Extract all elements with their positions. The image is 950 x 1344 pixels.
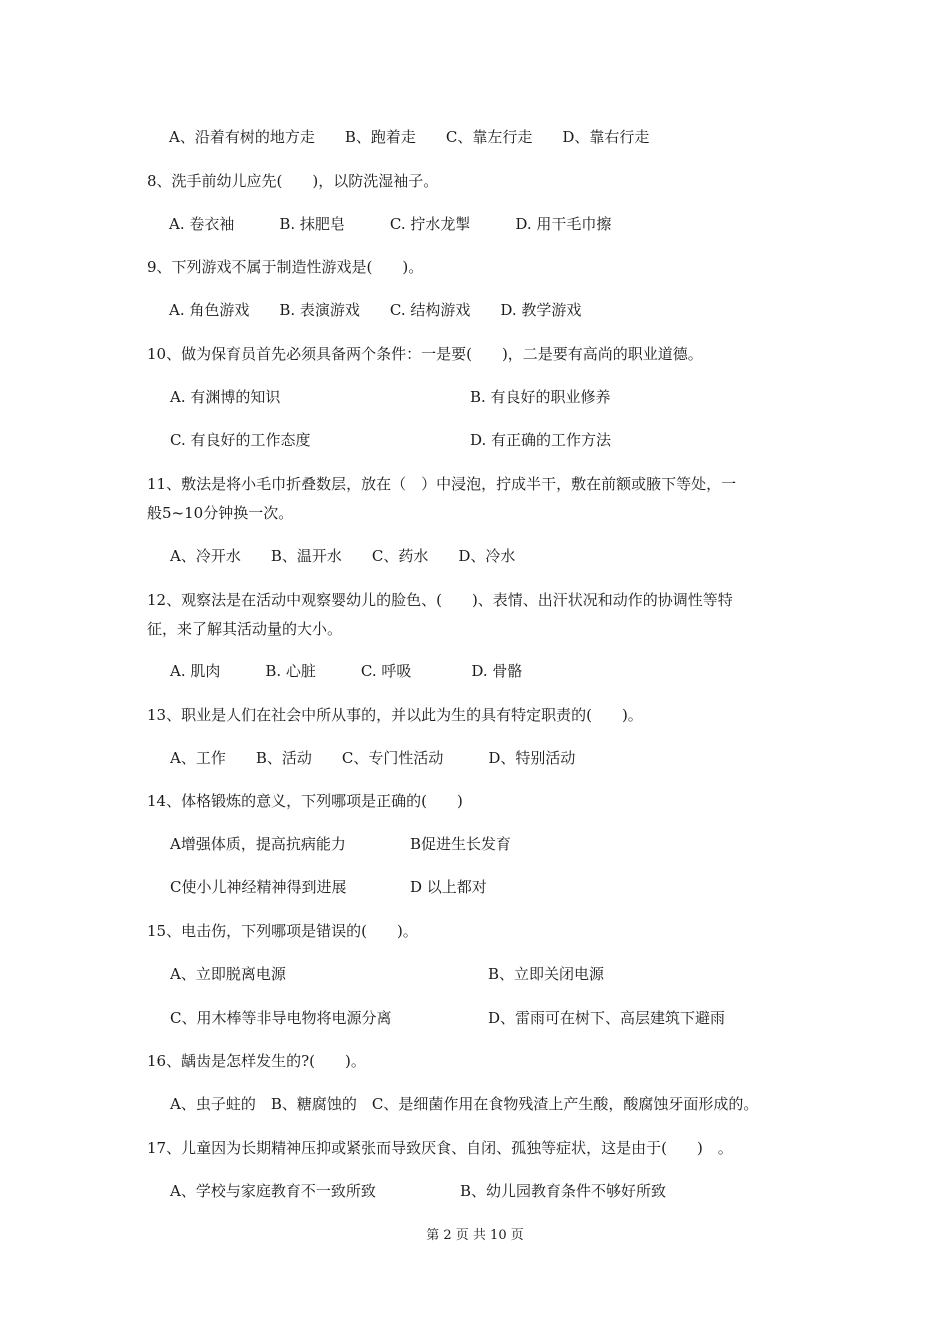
q17-question: 17、儿童因为长期精神压抑或紧张而导致厌食、自闭、孤独等症状，这是由于( ) 。 — [147, 1139, 733, 1157]
q15-option-d: D、雷雨可在树下、高层建筑下避雨 — [488, 1009, 726, 1027]
q8-question: 8、洗手前幼儿应先( )，以防洗湿袖子。 — [147, 172, 439, 190]
q13-question: 13、职业是人们在社会中所从事的，并以此为生的具有特定职责的( )。 — [147, 706, 643, 724]
q11-options: A、冷开水 B、温开水 C、药水 D、冷水 — [170, 547, 516, 565]
q12-question-line2: 征，来了解其活动量的大小。 — [147, 620, 343, 638]
page-footer: 第 2 页 共 10 页 — [426, 1228, 524, 1243]
q12-options: A. 肌肉 B. 心脏 C. 呼吸 D. 骨骼 — [170, 662, 523, 680]
q10-option-b: B. 有良好的职业修养 — [470, 388, 611, 406]
q15-option-c: C、用木棒等非导电物将电源分离 — [170, 1009, 392, 1027]
q12-question-line1: 12、观察法是在活动中观察婴幼儿的脸色、( )、表情、出汗状况和动作的协调性等特 — [147, 591, 733, 609]
q9-question: 9、下列游戏不属于制造性游戏是( )。 — [147, 258, 424, 276]
q8-options: A. 卷衣袖 B. 抹肥皂 C. 拧水龙掣 D. 用干毛巾擦 — [169, 215, 612, 233]
q15-option-a: A、立即脱离电源 — [170, 965, 286, 983]
q17-option-a: A、学校与家庭教育不一致所致 — [170, 1182, 376, 1200]
q10-question: 10、做为保育员首先必须具备两个条件：一是要( )，二是要有高尚的职业道德。 — [147, 345, 703, 363]
q11-question-line1: 11、敷法是将小毛巾折叠数层，放在（ ）中浸泡，拧成半干，敷在前额或腋下等处，一 — [147, 475, 737, 493]
q13-options: A、工作 B、活动 C、专门性活动 D、特别活动 — [170, 749, 576, 767]
q14-option-d: D 以上都对 — [410, 878, 487, 896]
q15-question: 15、电击伤，下列哪项是错误的( )。 — [147, 922, 418, 940]
q16-options: A、虫子蛀的 B、糖腐蚀的 C、是细菌作用在食物残渣上产生酸，酸腐蚀牙面形成的。 — [170, 1095, 759, 1113]
q9-options: A. 角色游戏 B. 表演游戏 C. 结构游戏 D. 教学游戏 — [169, 301, 582, 319]
q14-option-c: C使小儿神经精神得到进展 — [170, 878, 347, 896]
q7-options: A、沿着有树的地方走 B、跑着走 C、靠左行走 D、靠右行走 — [169, 128, 650, 146]
q10-option-a: A. 有渊博的知识 — [170, 388, 281, 406]
q17-option-b: B、幼儿园教育条件不够好所致 — [460, 1182, 667, 1200]
q15-option-b: B、立即关闭电源 — [488, 965, 605, 983]
q14-option-b: B促进生长发育 — [410, 835, 512, 853]
q10-option-c: C. 有良好的工作态度 — [170, 431, 311, 449]
q14-question: 14、体格锻炼的意义，下列哪项是正确的( ) — [147, 792, 463, 810]
q16-question: 16、龋齿是怎样发生的?( )。 — [147, 1052, 366, 1070]
q14-option-a: A增强体质，提高抗病能力 — [170, 835, 346, 853]
q10-option-d: D. 有正确的工作方法 — [470, 431, 612, 449]
q11-question-line2: 般5~10分钟换一次。 — [147, 504, 294, 522]
